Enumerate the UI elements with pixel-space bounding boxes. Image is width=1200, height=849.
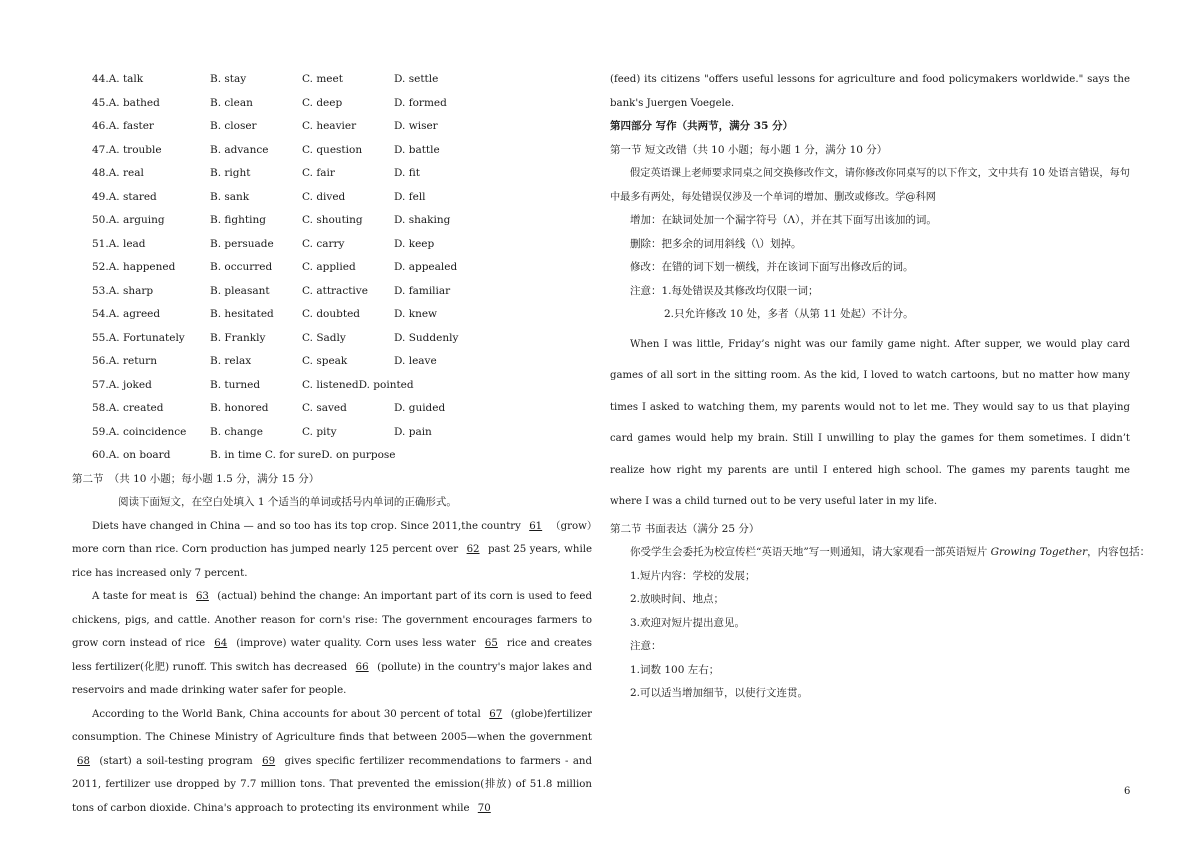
option-d: D. wiser [394,120,438,132]
option-b: B. persuade [210,237,274,250]
content-item-2: 2.放映时间、地点； [630,593,725,605]
section2-heading: 第二节 （共 10 小题；每小题 1.5 分，满分 15 分） [72,472,320,485]
option-b: B. fighting [210,214,266,226]
passage-text: Diets have changed in China — and so too has its top crop. Since 2011,the country [92,520,521,532]
passage-paragraph-2 [72,585,592,703]
passage-paragraph-3 [72,703,592,821]
option-a: 46.A. faster [92,120,154,132]
blank-64[interactable]: 64 [214,638,228,649]
option-d: D. keep [394,237,435,250]
option-row [72,139,592,163]
option-d: D. knew [394,308,438,320]
option-b: B. honored [210,402,269,414]
option-a: 57.A. joked [92,378,152,391]
option-c: C. meet [302,73,343,85]
option-a: 47.A. trouble [92,143,162,156]
option-d: D. fell [394,190,426,203]
option-d: D. Suddenly [394,331,459,344]
writing-intro [610,541,1151,565]
blank-65[interactable]: 65 [484,638,498,649]
option-b: B. turned [210,378,261,391]
right-column [610,68,1151,706]
option-a: 44.A. talk [92,73,144,85]
option-d: D. formed [394,96,447,109]
option-d: D. leave [394,355,437,367]
option-row [72,233,592,257]
option-b: B. stay [210,73,247,85]
content-item-3: 3.欢迎对短片提出意见。 [630,616,746,629]
rule-add: 增加：在缺词处加一个漏字符号（Λ），并在其下面写出该加的词。 [630,214,937,226]
passage-text: According to the World Bank, China accounts for about 30 percent of total [92,708,481,720]
option-c: C. heavier [302,120,357,132]
option-c: C. dived [302,190,346,203]
option-row [72,256,592,280]
option-d: D. settle [394,73,439,85]
option-b: B. change [210,425,263,438]
option-c: C. deep [302,96,343,109]
rule-modify: 修改：在错的词下划一横线，并在该词下面写出修改后的词。 [630,261,914,273]
option-row [72,209,592,233]
left-column [72,68,592,820]
option-a: 55.A. Fortunately [92,331,185,344]
option-d: D. shaking [394,214,451,226]
passage-text: (globe)fertilizer consumption. The Chinese Ministry of Agriculture finds that between 2005—when the government [72,708,592,743]
option-d: D. battle [394,143,440,156]
passage-text: past 25 years, while rice has increased only 7 percent. [72,544,592,579]
film-title: Growing Together [990,546,1088,558]
option-c: C. question [302,143,363,156]
page-number: 6 [1124,786,1131,797]
option-a: 45.A. bathed [92,96,160,109]
error-correction-heading: 第一节 短文改错（共 10 小题；每小题 1 分，满分 10 分） [610,143,888,156]
writing-note-label: 注意： [630,640,662,652]
note-1: 注意：1.每处错误及其修改均仅限一词； [630,284,819,297]
option-b: B. closer [210,120,257,132]
option-d: D. guided [394,402,446,414]
passage-text: gives specific fertilizer recommendations to farmers - and 2011, fertilizer use dropped by 7.7 million tons. That prevented the emission(排放) of 51.8 million tons of carbon dioxide. China's approach to protecting its environment while [72,755,592,814]
rule-delete: 删除：把多余的词用斜线（\）划掉。 [630,237,802,250]
option-a: 49.A. stared [92,190,157,203]
option-b: B. hesitated [210,308,274,320]
blank-66[interactable]: 66 [355,661,369,673]
option-a: 58.A. created [92,402,164,414]
option-c: C. doubted [302,308,361,320]
option-a: 50.A. arguing [92,214,165,226]
option-a: 54.A. agreed [92,308,161,320]
passage-text: (improve) water quality. Corn uses less water [236,638,476,649]
part4-heading: 第四部分 写作（共两节，满分 35 分） [610,120,794,132]
option-row [72,421,592,445]
option-b: B. occurred [210,261,273,273]
section2-instruction: 阅读下面短文，在空白处填入 1 个适当的单词或括号内单词的正确形式。 [118,496,457,508]
option-a: 52.A. happened [92,261,176,273]
option-c: C. shouting [302,214,363,226]
option-d: D. pain [394,425,432,438]
blank-61[interactable]: 61 [529,520,543,532]
option-b: B. sank [210,190,250,203]
blank-67[interactable]: 67 [489,708,503,720]
option-c: C. applied [302,261,356,273]
option-b: B. pleasant [210,284,270,297]
option-a: 51.A. lead [92,237,146,250]
passage-text: (start) a soil-testing program [99,755,253,767]
option-c: C. listenedD. pointed [302,378,414,391]
option-row [72,280,592,304]
writing-heading: 第二节 书面表达（满分 25 分） [610,522,760,535]
passage-text: (actual) behind the change: An important part of its corn is used to feed chickens, pigs, and cattle. Another reason for corn's rise: The government encourages farmers to grow corn instead of rice [72,591,592,649]
option-a: 60.A. on board [92,449,171,461]
option-row [72,186,592,210]
option-row [72,303,592,327]
blank-68[interactable]: 68 [77,755,90,767]
option-row [72,444,592,468]
writing-intro-text: ，内容包括： [1087,546,1151,558]
option-row [72,115,592,139]
option-a: 48.A. real [92,167,144,179]
option-c: C. carry [302,237,345,250]
option-b: B. Frankly [210,331,266,344]
error-correction-intro: 假定英语课上老师要求同桌之间交换修改作文，请你修改你同桌写的以下作文，文中共有 10 处语言错误，每句中最多有两处，每处错误仅涉及一个单词的增加、删改或修改。学@科网 [610,168,1130,203]
requirement-1: 1.词数 100 左右； [630,663,720,676]
option-b: B. right [210,167,251,179]
passage-continuation: (feed) its citizens "offers useful lessons for agriculture and food policymakers worldwide." says the bank's Juergen Voegele. [610,74,1130,109]
passage-paragraph-1 [72,515,592,586]
option-c: C. saved [302,402,347,414]
option-b: B. advance [210,143,269,156]
option-a: 59.A. coincidence [92,425,187,438]
blank-69[interactable]: 69 [262,755,276,767]
option-row [72,327,592,351]
passage-text: (pollute) in the country's major lakes and reservoirs and made drinking water safer for people. [72,661,592,696]
blank-62[interactable]: 62 [466,544,480,555]
option-c: C. attractive [302,284,368,297]
note-2: 2.只允许修改 10 处，多者（从第 11 处起）不计分。 [664,308,914,320]
blank-70[interactable]: 70 [477,802,491,814]
option-d: D. appealed [394,261,458,273]
option-row [72,350,592,374]
passage-text: A taste for meat is [92,591,188,602]
content-item-1: 1.短片内容：学校的发展； [630,569,756,582]
option-c: C. pity [302,425,337,438]
passage-text: rice and creates less fertilizer(化肥) runoff. This switch has decreased [72,638,592,673]
option-row [72,68,592,92]
writing-intro-text: 你受学生会委托为校宣传栏“英语天地”写一则通知，请大家观看一部英语短片 [630,546,991,558]
option-row [72,374,592,398]
option-a: 53.A. sharp [92,284,154,297]
option-c: C. speak [302,355,348,367]
option-d: D. fit [394,167,420,179]
option-row [72,162,592,186]
blank-63[interactable]: 63 [195,591,209,602]
option-b: B. relax [210,355,252,367]
option-c: C. fair [302,167,335,179]
option-b: B. clean [210,96,253,109]
option-b: B. in time C. for sureD. on purpose [210,449,396,461]
option-c: C. Sadly [302,331,346,344]
passage-text: （grow）more corn than rice. Corn production has jumped nearly 125 percent over [72,520,592,555]
essay-text: When I was little, Friday’s night was our family game night. After supper, we would play card games of all sort in the sitting room. As the kid, I loved to watch cartoons, but no matter how many times I asked to watching them, my parents would not to let me. They would say to us that playing card games would help my brain. Still I unwilling to play the games for them sometimes. I didn’t realize how right my parents are until I entered high school. The games my parents taught me where I was a child turned out to be very useful later in my life. [610,338,1130,507]
option-d: D. familiar [394,284,451,297]
option-row [72,397,592,421]
requirement-2: 2.可以适当增加细节，以使行文连贯。 [630,687,809,699]
option-row [72,92,592,116]
option-a: 56.A. return [92,355,157,367]
options-list [72,68,592,468]
